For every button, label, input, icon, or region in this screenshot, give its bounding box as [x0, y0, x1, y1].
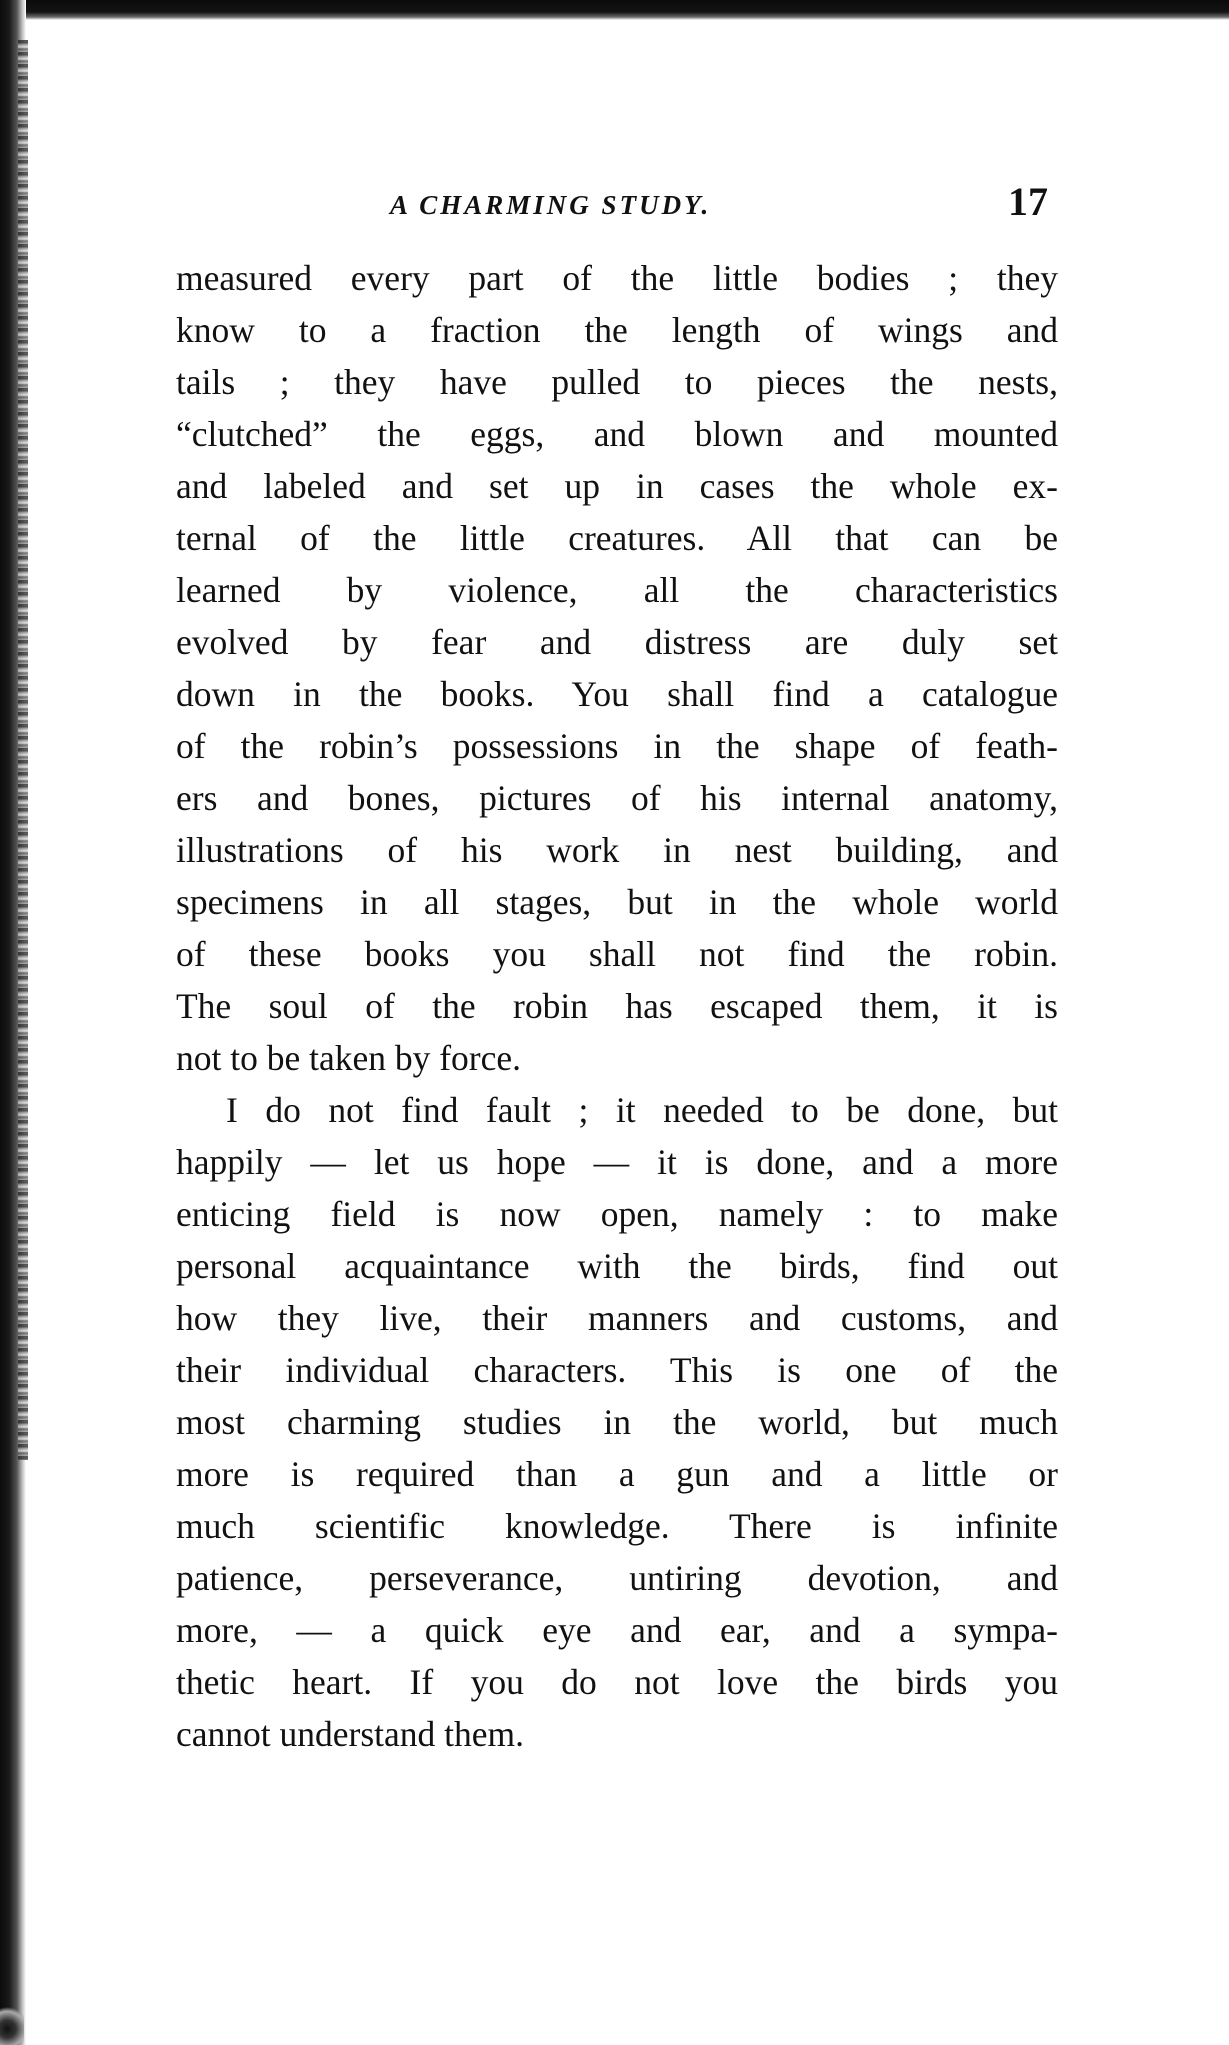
text-line: patience, perseverance, untiring devotion, and: [176, 1558, 1058, 1598]
text-line: of these books you shall not find the robin.: [176, 934, 1058, 974]
text-line: illustrations of his work in nest building, and: [176, 830, 1058, 870]
scan-top-edge: [0, 0, 1229, 20]
text-line: measured every part of the little bodies ; they: [176, 258, 1058, 298]
text-line: specimens in all stages, but in the whole world: [176, 882, 1058, 922]
paragraph-2: [176, 1084, 1058, 1760]
text-line: evolved by fear and distress are duly set: [176, 622, 1058, 662]
text-line: thetic heart. If you do not love the birds you: [176, 1662, 1058, 1702]
running-head: A CHARMING STUDY.: [390, 190, 712, 220]
text-line: learned by violence, all the characteristics: [176, 570, 1058, 610]
text-line: cannot understand them.: [176, 1714, 524, 1754]
text-line: enticing field is now open, namely : to make: [176, 1194, 1058, 1234]
text-line: how they live, their manners and customs, and: [176, 1298, 1058, 1338]
text-line: and labeled and set up in cases the whole ex-: [176, 466, 1058, 506]
text-line: The soul of the robin has escaped them, it is: [176, 986, 1058, 1026]
text-line: ers and bones, pictures of his internal anatomy,: [176, 778, 1058, 818]
text-line: ternal of the little creatures. All that can be: [176, 518, 1058, 558]
page-number: 17: [1008, 179, 1048, 224]
text-line: most charming studies in the world, but much: [176, 1402, 1058, 1442]
paragraph-1: [176, 252, 1058, 1084]
text-line: down in the books. You shall find a catalogue: [176, 674, 1058, 714]
text-line: more, — a quick eye and ear, and a sympa-: [176, 1610, 1058, 1650]
text-line: not to be taken by force.: [176, 1038, 522, 1078]
text-line: their individual characters. This is one of the: [176, 1350, 1058, 1390]
text-line: much scientific knowledge. There is infinite: [176, 1506, 1058, 1546]
text-line: know to a fraction the length of wings and: [176, 310, 1058, 350]
scan-binding-shadow: [18, 40, 28, 1460]
page-header: [178, 178, 1060, 230]
text-line: I do not find fault ; it needed to be done, but: [226, 1090, 1058, 1130]
text-line: more is required than a gun and a little or: [176, 1454, 1058, 1494]
text-line: of the robin’s possessions in the shape of feath-: [176, 726, 1058, 766]
text-line: personal acquaintance with the birds, find out: [176, 1246, 1058, 1286]
text-line: “clutched” the eggs, and blown and mounted: [176, 414, 1058, 454]
scan-bottom-mark: [0, 2005, 24, 2045]
text-line: happily — let us hope — it is done, and a more: [176, 1142, 1058, 1182]
body-text: [176, 252, 1058, 1760]
text-line: tails ; they have pulled to pieces the nests,: [176, 362, 1058, 402]
